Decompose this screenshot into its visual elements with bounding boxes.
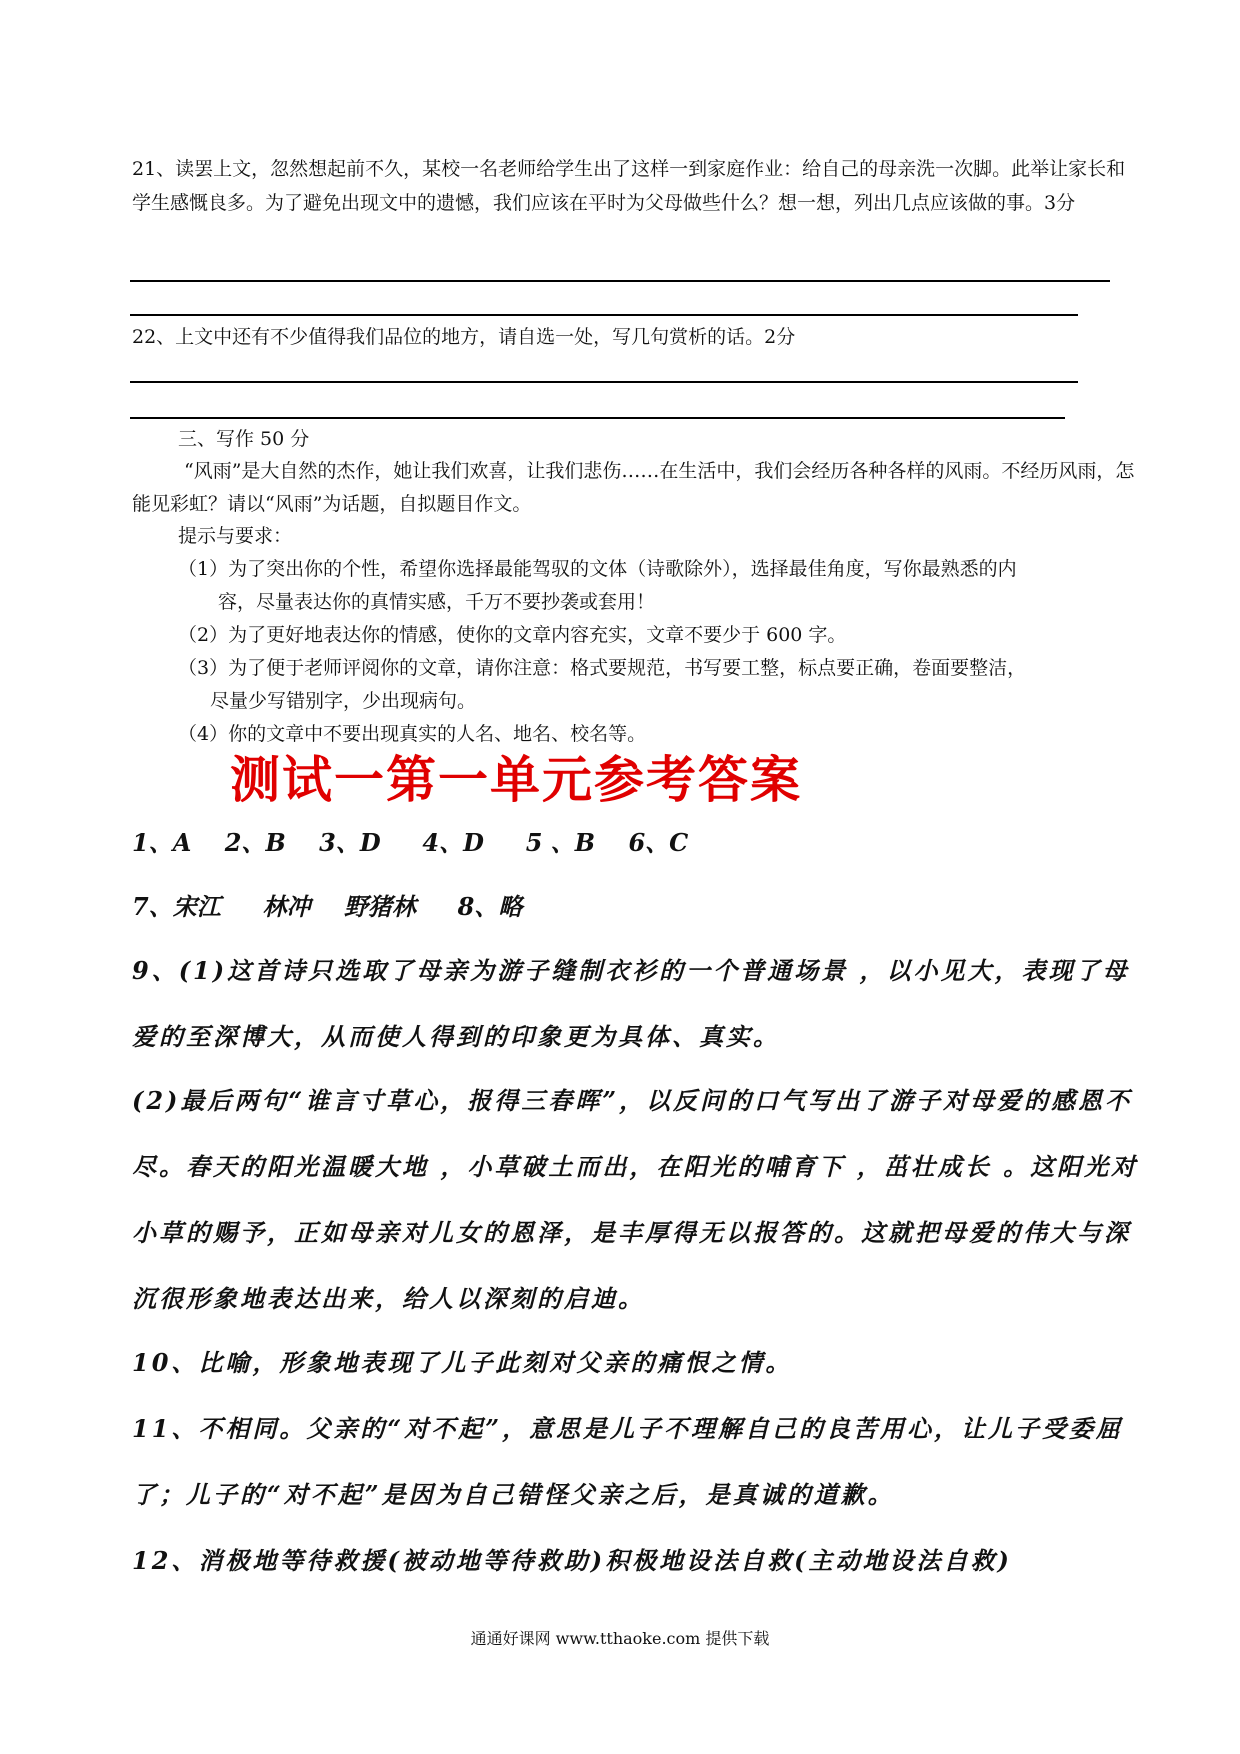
requirement-4: （4）你的文章中不要出现真实的人名、地名、校名等。: [178, 723, 647, 745]
answer-key-title: 测试一第一单元参考答案: [230, 751, 802, 809]
page-footer: 通通好课网 www.tthaoke.com 提供下载: [470, 1629, 770, 1648]
answer-12: 12、消极地等待救援(被动地等待救助)积极地设法自救(主动地设法自救): [132, 1546, 1012, 1575]
answer-line: [130, 417, 1065, 419]
answer-line: [130, 280, 1110, 282]
answer-10: 10、比喻，形象地表现了儿子此刻对父亲的痛恨之情。: [132, 1348, 793, 1377]
answer-9-part-1: 9、(1)这首诗只选取了母亲为游子缝制衣衫的一个普通场景 ，以小见大，表现了母爱的至深博大，从而使人得到的印象更为具体、真实。: [132, 956, 1130, 1051]
answer-9-part-2: (2)最后两句“谁言寸草心，报得三春晖”，以反问的口气写出了游子对母爱的感恩不尽。春天的阳光温暖大地 ，小草破土而出，在阳光的哺育下 ，茁壮成长 。这阳光对小草的赐予，正如母亲对儿女的恩泽，是丰厚得无以报答的。这就把母爱的伟大与深沉很形象地表达出来，给人以深刻的启迪。: [132, 1086, 1139, 1313]
writing-prompt: “风雨”是大自然的杰作，她让我们欢喜，让我们悲伤……在生活中，我们会经历各种各样的风雨。不经历风雨，怎能见彩虹？请以“风雨”为话题，自拟题目作文。: [132, 460, 1135, 515]
answer-line: [130, 314, 1078, 316]
answers-7-8: 7、宋江 林冲 野猪林 8、略: [132, 892, 523, 921]
requirement-3-continued: 尽量少写错别字，少出现病句。: [210, 690, 477, 712]
requirements-label: 提示与要求：: [178, 525, 293, 547]
requirement-3: （3）为了便于老师评阅你的文章，请你注意：格式要规范，书写要工整，标点要正确，卷面要整洁，: [178, 657, 1027, 679]
answer-11: 11、不相同。父亲的“对不起”，意思是儿子不理解自己的良苦用心，让儿子受委屈了；儿子的“对不起”是因为自己错怪父亲之后，是真诚的道歉。: [132, 1414, 1124, 1509]
answer-line: [130, 381, 1078, 383]
answers-1-6: 1、A 2、B 3、D 4、D 5 、B 6、C: [132, 828, 689, 857]
requirement-2: （2）为了更好地表达你的情感，使你的文章内容充实，文章不要少于 600 字。: [178, 624, 847, 646]
question-22: 22、上文中还有不少值得我们品位的地方，请自选一处，写几句赏析的话。2分: [132, 326, 796, 348]
question-21: 21、读罢上文，忽然想起前不久，某校一名老师给学生出了这样一到家庭作业：给自己的母亲洗一次脚。此举让家长和学生感慨良多。为了避免出现文中的遗憾，我们应该在平时为父母做些什么？想一想，列出几点应该做的事。3分: [132, 158, 1126, 214]
requirement-1: （1）为了突出你的个性，希望你选择最能驾驭的文体（诗歌除外），选择最佳角度，写你最熟悉的内: [178, 558, 1017, 580]
writing-section-heading: 三、写作 50 分: [178, 428, 310, 450]
requirement-1-continued: 容，尽量表达你的真情实感，千万不要抄袭或套用！: [218, 591, 656, 613]
